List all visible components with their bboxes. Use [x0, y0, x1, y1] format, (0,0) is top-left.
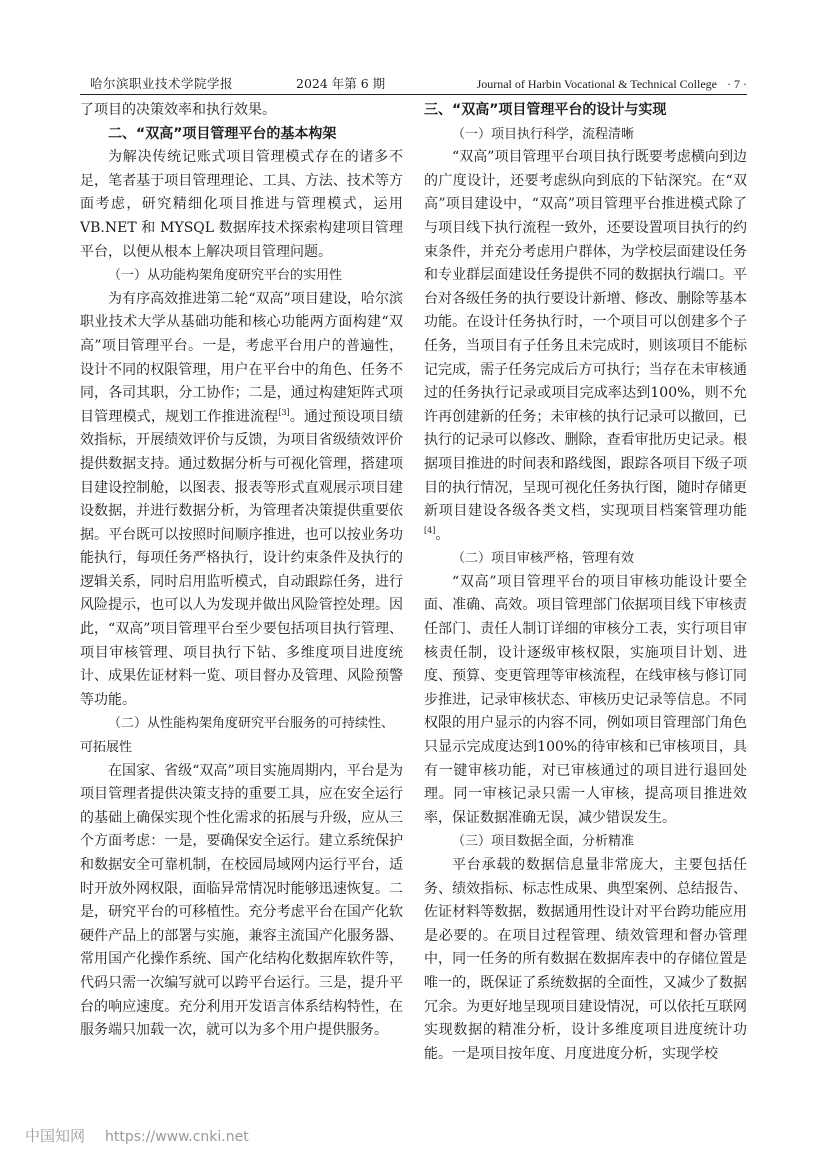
paragraph-text: 为有序高效推进第二轮“双高”项目建设，哈尔滨职业技术大学从基础功能和核心功能两方面构建“双高”项目管理平台。一是，考虑平台用户的普遍性，设计不同的权限管理，用户在平台中的角色、任务不同，各司其职，分工协作；二是，通过构建矩阵式项目管理模式，规划工作推进流程	[80, 290, 403, 425]
paragraph	[80, 288, 403, 713]
right-column	[424, 99, 747, 1066]
site-url[interactable]: https://www.cnki.net	[105, 1129, 249, 1145]
section-heading-2: 二、“双高”项目管理平台的基本构架	[108, 125, 337, 142]
citation-ref[interactable]: [3]	[278, 407, 290, 417]
paragraph-text: “双高”项目管理平台项目执行既要考虑横向到边的广度设计，还要考虑纵向到底的下钻深究。在“双高”项目建设中，“双高”项目管理平台推进模式除了与项目线下执行流程一致外，还要设置项目执行的约束条件，并充分考虑用户群体，为学校层面建设任务和专业群层面建设任务提供不同的数据执行端口。平台对各级任务的执行要设计新增、修改、删除等基本功能。在设计任务执行时，一个项目可以创建多个子任务，当项目有子任务且未完成时，则该项目不能标记完成，需子任务完成后方可执行；当存在未审核通过的任务执行记录或项目完成率达到100%，则不允许再创建新的任务；未审核的执行记录可以撤回，已执行的记录可以修改、删除，查看审批历史记录。根据项目推进的时间表和路线图，跟踪各项目下级子项目的执行情况，呈现可视化任务执行图，随时存储更新项目建设各级各类文档，实现项目档案管理功能	[424, 149, 747, 520]
continued-paragraph: 了项目的决策效率和执行效果。	[80, 102, 276, 118]
site-name: 中国知网	[25, 1127, 86, 1145]
issue-number: 2024 年第 6 期	[296, 76, 386, 91]
page-number: · 7 ·	[727, 77, 747, 91]
journal-title-en: Journal of Harbin Vocational & Technical College	[476, 77, 717, 91]
paragraph: “双高”项目管理平台的项目审核功能设计要全面、准确、高效。项目管理部门依据项目线下审核责任部门、责任人制订详细的审核分工表，实行项目审核责任制，设计逐级审核权限，实施项目计划、进度、预算、变更管理等审核流程，在线审核与修订同步推进，记录审核状态、审核历史记录等信息。不同权限的用户显示的内容不同，例如项目管理部门角色只显示完成度达到100%的待审核和已审核项目，具有一键审核功能，对已审核通过的项目进行退回处理。同一审核记录只需一人审核，提高项目推进效率，保证数据准确无误，减少错误发生。	[424, 573, 747, 826]
running-header	[80, 74, 747, 95]
paragraph: 在国家、省级“双高”项目实施周期内，平台是为项目管理者提供决策支持的重要工具，应在安全运行的基础上确保实现个性化需求的拓展与升级，应从三个方面考虑：一是，要确保安全运行。建立系统保护和数据安全可靠机制，在校园局域网内运行平台，适时开放外网权限，面临异常情况时能够迅速恢复。二是，研究平台的可移植性。充分考虑平台在国产化软硬件产品上的部署与实施，兼容主流国产化服务器、常用国产化操作系统、国产化结构化数据库软件等，代码只需一次编写就可以跨平台运行。三是，提升平台的响应速度。充分利用开发语言体系结构特性，在服务端只加载一次，就可以为多个用户提供服务。	[80, 762, 403, 1039]
paragraph: 平台承载的数据信息量非常庞大，主要包括任务、绩效指标、标志性成果、典型案例、总结报告、佐证材料等数据，数据通用性设计对平台跨功能应用是必要的。在项目过程管理、绩效管理和督办管理中，同一任务的所有数据在数据库表中的存储位置是唯一的，既保证了系统数据的全面性，又减少了数据冗余。为更好地呈现项目建设情况，可以依托互联网实现数据的精准分析，设计多维度项目进度统计功能。一是项目按年度、月度进度分析，实现学校	[424, 857, 747, 1062]
paragraph-text: 。	[435, 526, 450, 543]
watermark-footer	[25, 1124, 249, 1148]
subsection-heading: （二）项目审核严格，管理有效	[452, 551, 635, 567]
left-column	[80, 99, 403, 1043]
paragraph: 为解决传统记账式项目管理模式存在的诸多不足，笔者基于项目管理理论、工具、方法、技术等方面考虑，研究精细化项目推进与管理模式，运用 VB.NET 和 MYSQL 数据库技术探索构建项目管理平台，以便从根本上解决项目管理问题。	[80, 149, 403, 260]
subsection-heading: （一）从功能构架角度研究平台的实用性	[108, 268, 343, 284]
paragraph-text: 。通过预设项目绩效指标，开展绩效评价与反馈，为项目省级绩效评价提供数据支持。通过数据分析与可视化管理，搭建项目建设控制舱，以图表、报表等形式直观展示项目建设数据，并进行数据分析，为管理者决策提供重要依据。平台既可以按照时间顺序推进，也可以按业务功能执行，每项任务严格执行，设计约束条件及执行的逻辑关系，同时启用监听模式，自动跟踪任务，进行风险提示，也可以人为发现并做出风险管控处理。因此，“双高”项目管理平台至少要包括项目执行管理、项目审核管理、项目执行下钻、多维度项目进度统计、成果佐证材料一览、项目督办及管理、风险预警等功能。	[80, 408, 404, 708]
section-heading-3: 三、“双高”项目管理平台的设计与实现	[424, 102, 667, 118]
header-right	[477, 74, 747, 94]
subsection-heading: （一）项目执行科学，流程清晰	[452, 126, 635, 142]
subsection-heading: （二）从性能构架角度研究平台服务的可持续性、可拓展性	[80, 716, 395, 756]
subsection-heading: （三）项目数据全面，分析精准	[452, 834, 635, 850]
paragraph	[424, 146, 747, 547]
journal-title-cn: 哈尔滨职业技术学院学报	[90, 76, 234, 91]
citation-ref[interactable]: [4]	[424, 525, 436, 535]
